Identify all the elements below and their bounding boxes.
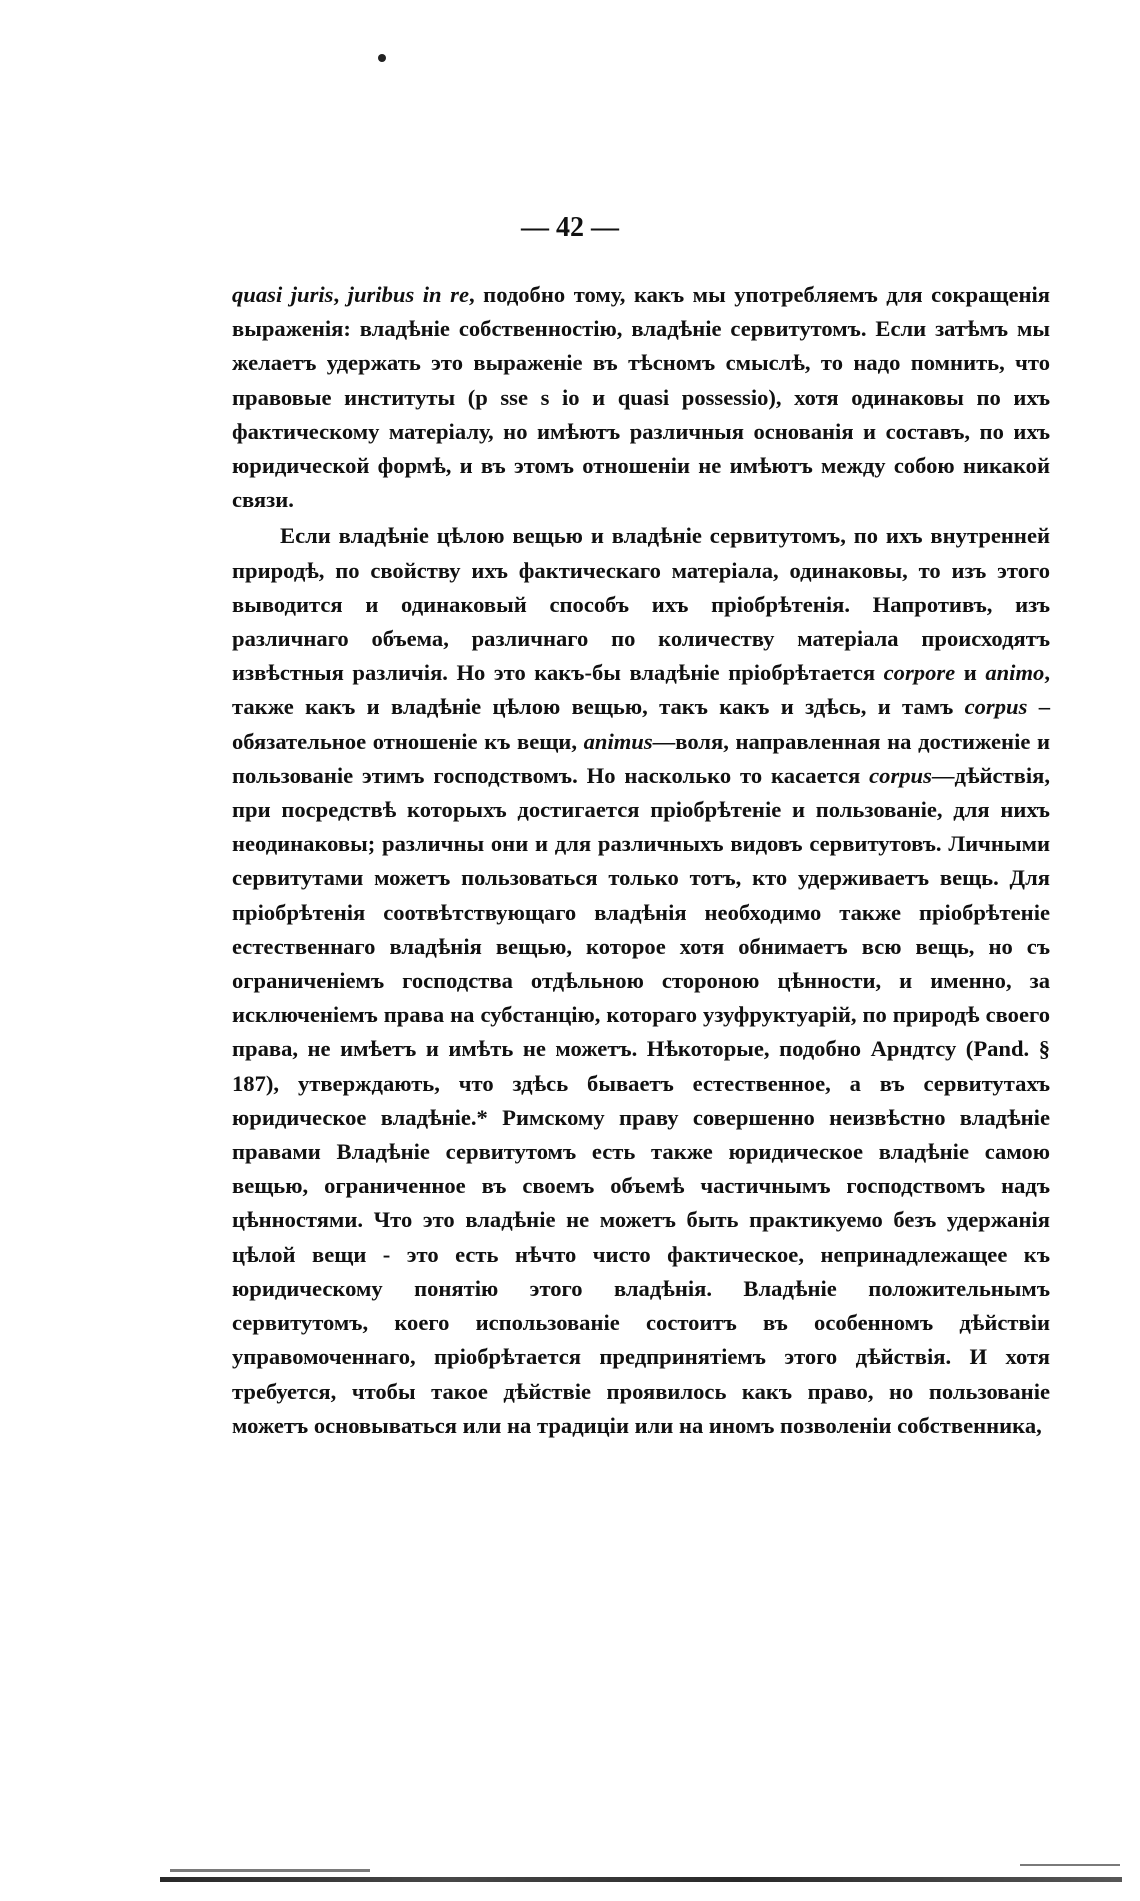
latin-term: corpus bbox=[869, 762, 932, 788]
text-run: , подобно тому, какъ мы употребляемъ для сокращенія выраженія: владѣніе собственностію, владѣніе сервитутомъ. Если затѣмъ мы желаетъ удержать это выраженіе въ тѣсномъ смыслѣ, то надо помнить, что правовые институты (p sse s io и quasi possessio), хотя одинаковы по ихъ фактическому матеріалу, но имѣютъ различныя основанія и составъ, по ихъ юридической формѣ, и въ этомъ отношеніи не имѣютъ между собою никакой связи. bbox=[232, 282, 1050, 513]
paragraph-1 bbox=[232, 278, 1050, 517]
text-run: Если владѣніе цѣлою вещью и владѣніе сервитутомъ, по ихъ внутренней природѣ, по свойству ихъ фактическаго матеріала, одинаковы, то изъ этого выводится и одинаковый способъ ихъ пріобрѣтенія. Напротивъ, изъ различнаго объема, различнаго по количеству матеріала происходятъ извѣстныя различія. Но это какъ-бы владѣніе пріобрѣтается bbox=[232, 523, 1050, 686]
body-text bbox=[232, 278, 1050, 1443]
ink-dot bbox=[378, 54, 386, 62]
text-run: и bbox=[955, 660, 986, 686]
latin-term: anіmo bbox=[985, 660, 1045, 686]
page-number: — 42 — bbox=[521, 212, 619, 243]
latin-term: corpus bbox=[964, 694, 1028, 720]
text-run: , также какъ и владѣніе цѣлою вещью, такъ какъ и здѣсь, и тамъ bbox=[232, 660, 1050, 720]
text-run: , bbox=[333, 282, 348, 307]
bottom-rule bbox=[160, 1877, 1122, 1882]
bottom-rule-fragment bbox=[1020, 1864, 1120, 1866]
latin-term: corpore bbox=[883, 660, 956, 686]
latin-term: juribus in re bbox=[347, 282, 469, 307]
text-run: —дѣйствія, при посредствѣ которыхъ достигается пріобрѣтеніе и пользованіе, для нихъ неодинаковы; различны они и для различныхъ видовъ сервитутовъ. Личными сервитутами можетъ пользоваться только тотъ, кто удерживаетъ вещь. Для пріобрѣтенія соотвѣтствующаго владѣнія необходимо также пріобрѣтеніе естественнаго владѣнія вещью, которое хотя обнимаетъ всю вещь, но съ ограниченіемъ господства отдѣльною стороною цѣнности, и именно, за исключеніемъ права на субстанцію, котораго узуфруктуарій, по природѣ своего права, не имѣетъ и имѣть не можетъ. Нѣкоторые, подобно Арндтсу (Pand. § 187), утверждають, что здѣсь бываетъ естественное, а въ сервитутахъ юридическое владѣніе.* Римскому праву совершенно неизвѣстно владѣніе правами Владѣніе сервитутомъ есть также юридическое владѣніе самою вещью, ограниченное въ своемъ объемѣ частичнымъ господствомъ надъ цѣнностями. Что это владѣніе не можетъ быть практикуемо безъ удержанія цѣлой вещи - это есть нѣчто чисто фактическое, непринадлежащее къ юридическому понятію этого владѣнія. Владѣніе положительнымъ сервитутомъ, коего использованіе состоитъ въ особенномъ дѣйствіи управомоченнаго, пріобрѣтается предпринятіемъ этого дѣйствія. И хотя требуется, чтобы такое дѣйствіе проявилось какъ право, но пользованіе можетъ основываться или на традиціи или на иномъ позволеніи собственника, bbox=[232, 762, 1050, 1438]
text-run: —воля, направленная на достиженіе и пользованіе этимъ господствомъ. Но насколько то касается bbox=[232, 728, 1051, 788]
text-run: – обязательное отношеніе къ вещи, bbox=[232, 694, 1050, 754]
paragraph-2 bbox=[232, 519, 1050, 1442]
latin-term: quasi juris bbox=[232, 282, 334, 307]
bottom-rule-fragment bbox=[170, 1869, 370, 1872]
latin-term: animus bbox=[583, 728, 653, 754]
